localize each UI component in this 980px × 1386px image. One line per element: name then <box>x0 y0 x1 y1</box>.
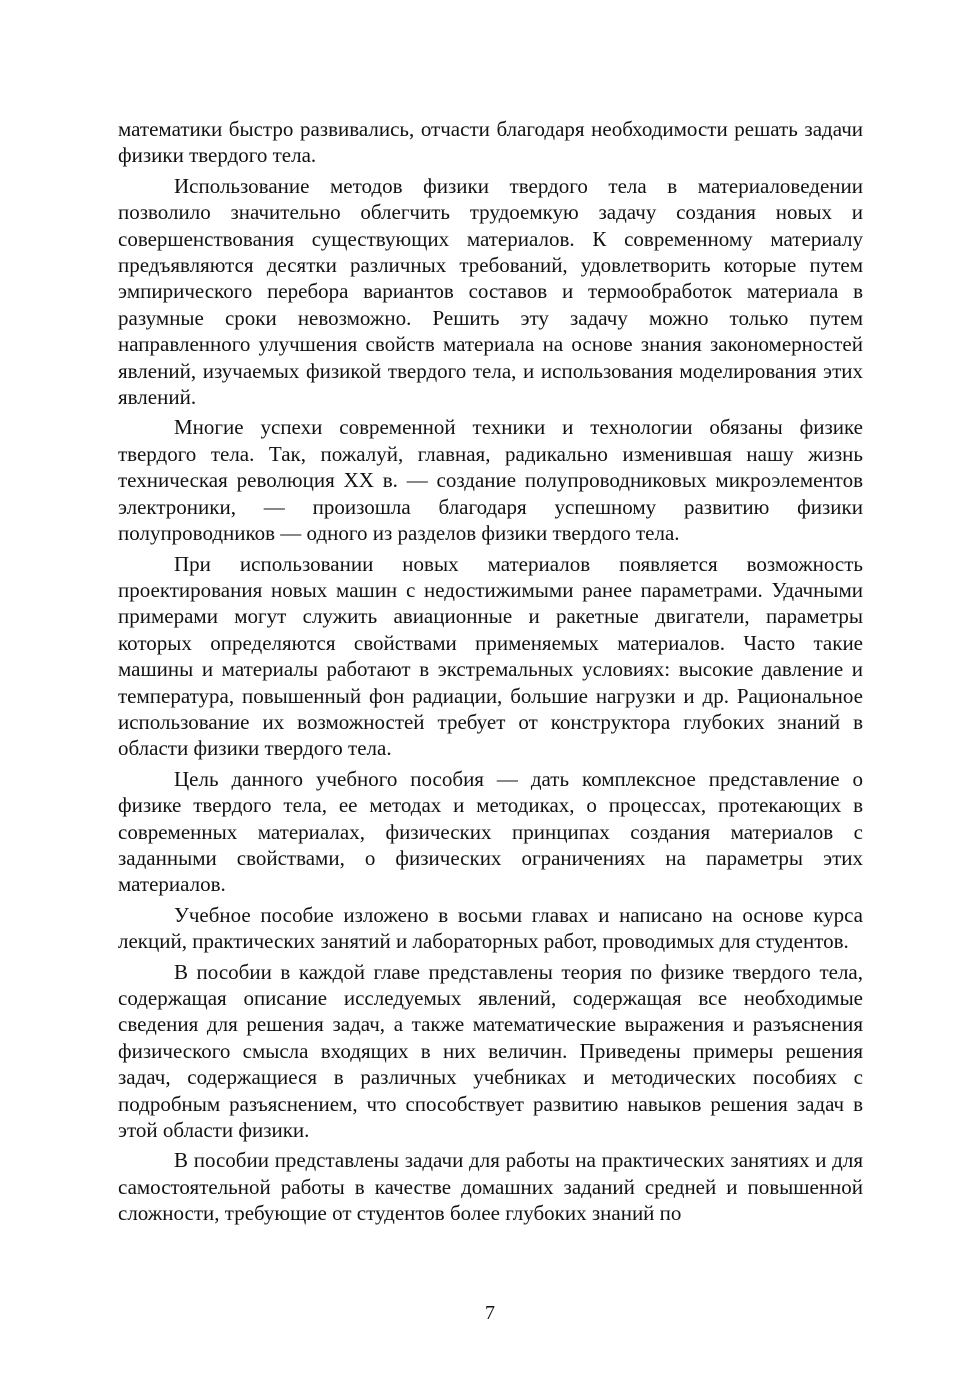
page-number: 7 <box>485 1302 495 1324</box>
paragraph-1: математики быстро развивались, отчасти благодаря необходимости решать задачи физики твердого тела. <box>118 117 863 168</box>
paragraph-3: Многие успехи современной техники и технологии обязаны физике твердого тела. Так, пожалуй, главная, радикально изменившая нашу жизнь техническая революция XX в. — создание полупроводниковых микроэлементов электроники, — произошла благодаря успешному развитию физики полупроводников — одного из разделов физики твердого тела. <box>118 415 863 546</box>
paragraph-6: Учебное пособие изложено в восьми главах и написано на основе курса лекций, практических занятий и лабораторных работ, проводимых для студентов. <box>118 902 863 954</box>
body-text <box>118 116 863 1231</box>
paragraph-4: При использовании новых материалов появляется возможность проектирования новых машин с недостижимыми ранее параметрами. Удачными примерами могут служить авиационные и ракетные двигатели, параметры которых определяются свойствами применяемых материалов. Часто такие машины и материалы работают в экстремальных условиях: высокие давление и температура, повышенный фон радиации, большие нагрузки и др. Рациональное использование их возможностей требует от конструктора глубоких знаний в области физики твердого тела. <box>118 551 863 761</box>
paragraph-2: Использование методов физики твердого тела в материаловедении позволило значительно облегчить трудоемкую задачу создания новых и совершенствования существующих материалов. К современному материалу предъявляются десятки различных требований, удовлетворить которые путем эмпирического перебора вариантов составов и термообработок материала в разумные сроки невозможно. Решить эту задачу можно только путем направленного улучшения свойств материала на основе знания закономерностей явлений, изучаемых физикой твердого тела, и использования моделирования этих явлений. <box>118 173 863 410</box>
paragraph-8: В пособии представлены задачи для работы на практических занятиях и для самостоятельной работы в качестве домашних заданий средней и повышенной сложности, требующие от студентов более глубоких знаний по <box>118 1148 863 1226</box>
paragraph-5: Цель данного учебного пособия — дать комплексное представление о физике твердого тела, ее методах и методиках, о процессах, протекающих в современных материалах, физических принципах создания материалов с заданными свойствами, о физических ограничениях на параметры этих материалов. <box>118 766 863 897</box>
paragraph-7: В пособии в каждой главе представлены теория по физике твердого тела, содержащая описание исследуемых явлений, содержащая все необходимые сведения для решения задач, а также математические выражения и разъяснения физического смысла входящих в них величин. Приведены примеры решения задач, содержащиеся в различных учебниках и методических пособиях с подробным разъяснением, что способствует развитию навыков решения задач в этой области физики. <box>118 959 863 1143</box>
